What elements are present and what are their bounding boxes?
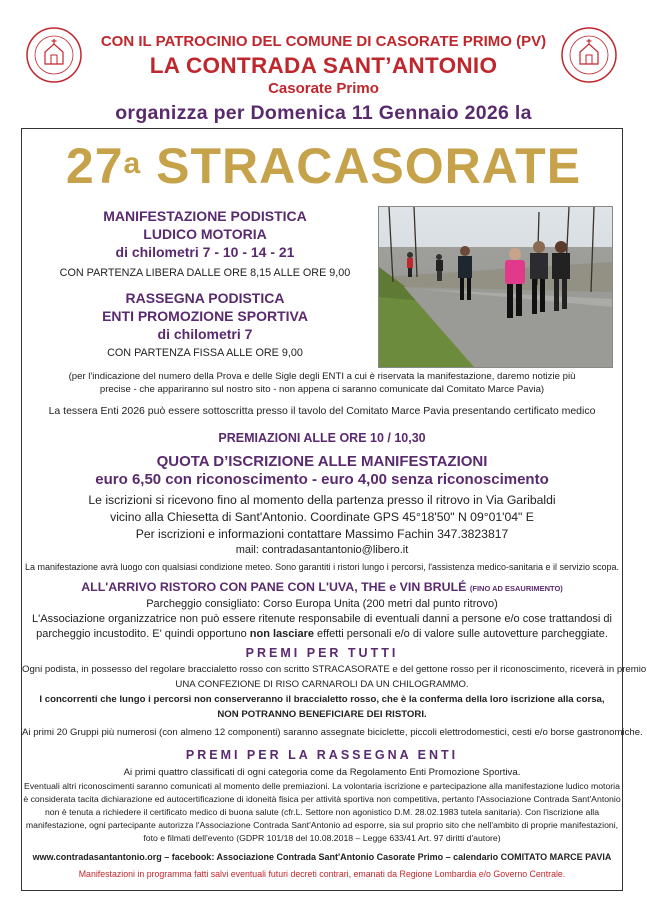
organizer-name: LA CONTRADA SANT’ANTONIO	[149, 53, 498, 78]
runners-photo	[378, 206, 613, 368]
date-line: organizza per Domenica 11 Gennaio 2026 la	[115, 102, 532, 124]
edition-ordinal: a	[123, 147, 142, 180]
liability-2a: parcheggio incustodito. E' quindi opportuno	[36, 628, 250, 640]
contact-mail[interactable]: mail: contradasantantonio@libero.it	[235, 544, 409, 556]
indication-note-1: (per l'indicazione del numero della Prova e delle Sigle degli ENTI a cui è riservata la manifestazione, daremo notizie più	[68, 371, 576, 382]
refreshment-main: ALL'ARRIVO RISTORO CON PANE CON L'UVA, THE e VIN BRULÉ	[81, 580, 467, 594]
prizes-enti-1: Ai primi quattro classificati di ogni categoria come da Regolamento Enti Promozione Sportiva.	[123, 767, 521, 778]
prizes-enti-6: foto e filmati dell'evento (GDPR 101/18 del 10.08.2018 – Legge 633/41 Art. 97 diritti d'autore)	[143, 833, 501, 843]
refreshment-suffix: (FINO AD ESAURIMENTO)	[469, 584, 563, 593]
prizes-enti-title: PREMI PER LA RASSEGNA ENTI	[185, 748, 459, 762]
event1-start: CON PARTENZA LIBERA DALLE ORE 8,15 ALLE ORE 9,00	[59, 267, 351, 279]
prizes-enti-2: Eventuali altri riconoscimenti saranno comunicati al momento delle premiazioni. La volontaria iscrizione e partecipazione alla manifestazione ludico motoria	[24, 781, 620, 791]
event2-line2: ENTI PROMOZIONE SPORTIVA	[102, 308, 308, 324]
event-title	[0, 138, 647, 194]
card-note: La tessera Enti 2026 può essere sottoscritta presso il tavolo del Comitato Marce Pavia presentando certificato medico	[48, 405, 596, 417]
event1-line2: LUDICO MOTORIA	[143, 226, 267, 242]
prizes-enti-4: non è tenuta a richiedere il certificato medico di buona salute (cfr.L. Settore non agonistico D.M. 28.02.1983 tutela sanitaria). Con l'iscrizione alla	[44, 807, 600, 817]
edition-number: 27	[65, 138, 124, 194]
event2-line1: RASSEGNA PODISTICA	[125, 290, 285, 306]
prizes-all-5: Ai primi 20 Gruppi più numerosi (con almeno 12 componenti) saranno assegnate biciclette, piccoli elettrodomestici, cesti e/o borse gastronomiche.	[22, 727, 643, 738]
fee-title: QUOTA D’ISCRIZIONE ALLE MANIFESTAZIONI	[156, 453, 488, 470]
info-line-2: vicino alla Chiesetta di Sant'Antonio. Coordinate GPS 45°18'50" N 09°01'04" E	[110, 510, 534, 524]
prizes-all-title: PREMI PER TUTTI	[245, 646, 399, 660]
prizes-all-4: NON POTRANNO BENEFICIARE DEI RISTORI.	[217, 709, 427, 720]
awards-time: PREMIAZIONI ALLE ORE 10 / 10,30	[218, 431, 426, 445]
footer-links[interactable]: www.contradasantantonio.org – facebook: Associazione Contrada Sant'Antonio Casorate Primo – calendario COMITATO MARCE PAVIA	[32, 852, 612, 862]
footer-disclaimer: Manifestazioni in programma fatti salvi eventuali futuri decreti contrari, emanati da Regione Lombardia e/o Governo Centrale.	[78, 869, 566, 879]
prizes-enti-5: manifestazione, ogni partecipante autorizza l'Associazione Contrada Sant'Antonio ad esporre, sia sul proprio sito che nell'ambito di proprie manifestazioni,	[25, 820, 619, 830]
prizes-all-3: I concorrenti che lungo i percorsi non conserveranno il braccialetto rosso, che è la conferma della loro iscrizione alla corsa,	[39, 694, 605, 705]
event1-line1: MANIFESTAZIONE PODISTICA	[103, 208, 307, 224]
prizes-all-1: Ogni podista, in possesso del regolare braccialetto rosso con scritto STRACASORATE e del gettone rosso per il riconoscimento, riceverà in premio	[22, 664, 647, 675]
event-name: STRACASORATE	[141, 138, 582, 194]
liability-line-1: L'Associazione organizzatrice non può essere ritenute responsabile di eventuali danni a persone e/o cose trattandosi di	[32, 613, 612, 625]
event1-distances: di chilometri 7 - 10 - 14 - 21	[115, 244, 295, 260]
refreshment-line	[22, 580, 622, 594]
indication-note-2: precise - che appariranno sul nostro sito - non appena ci saranno comunicate dal Comitato Marce Pavia)	[99, 384, 545, 395]
weather-note: La manifestazione avrà luogo con qualsiasi condizione meteo. Sono garantiti i ristori lungo i percorsi, l'assistenza medico-sanitaria e il servizio scopa.	[24, 562, 620, 572]
prizes-all-2: UNA CONFEZIONE DI RISO CARNAROLI DA UN CHILOGRAMMO.	[175, 679, 469, 690]
liability-line-2	[22, 628, 622, 640]
info-line-3: Per iscrizioni e informazioni contattare Massimo Fachin 347.3823817	[135, 527, 509, 541]
liability-2c: effetti personali e/o di valore sulle autovetture parcheggiate.	[313, 628, 608, 640]
parking-note: Parcheggio consigliato: Corso Europa Unita (200 metri dal punto ritrovo)	[146, 598, 498, 610]
prizes-enti-3: è considerata tacita dichiarazione ed autocertificazione di idoneità fisica per attività sportiva non competitiva, pertanto l'Associazione Contrada Sant'Antonio	[23, 794, 621, 804]
fee-amounts: euro 6,50 con riconoscimento - euro 4,00 senza riconoscimento	[95, 471, 549, 488]
liability-2b: non lasciare	[249, 628, 314, 640]
town-name: Casorate Primo	[268, 80, 379, 97]
event2-start: CON PARTENZA FISSA ALLE ORE 9,00	[107, 347, 303, 359]
info-line-1: Le iscrizioni si ricevono fino al momento della partenza presso il ritrovo in Via Garibaldi	[88, 493, 556, 507]
event2-distance: di chilometri 7	[157, 326, 253, 342]
patronage-line: CON IL PATROCINIO DEL COMUNE DI CASORATE PRIMO (PV)	[100, 33, 547, 50]
